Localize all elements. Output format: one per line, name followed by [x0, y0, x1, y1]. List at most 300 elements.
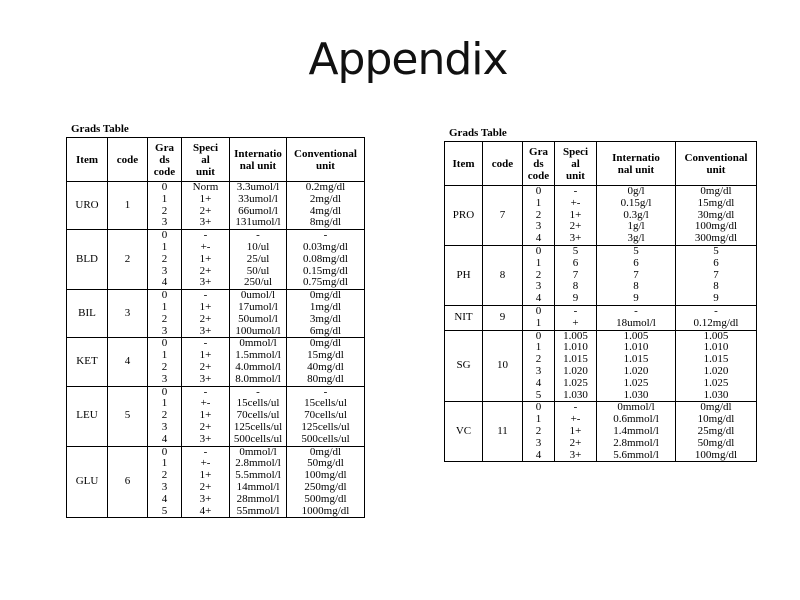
cell-value: Norm: [192, 181, 219, 193]
column-header-code: [483, 142, 523, 186]
cell-value: 2: [161, 360, 168, 373]
right-grads-table-container: [444, 127, 757, 462]
column-header-grads: [148, 138, 182, 182]
cell-special: [555, 186, 597, 246]
table-row: [67, 182, 365, 230]
group-pro: [445, 186, 757, 246]
cell-conv: [676, 186, 757, 246]
cell-value: 4: [161, 276, 168, 289]
cell-value: -: [203, 229, 208, 242]
cell-value: 1.005: [563, 329, 588, 342]
cell-value: 1+: [199, 349, 212, 362]
cell-value: 0: [535, 329, 542, 342]
cell-conv: [676, 245, 757, 305]
cell-value: 2mg/dl: [309, 192, 342, 205]
right-table-caption: Grads Table: [449, 127, 507, 139]
header-line: unit: [566, 169, 585, 182]
cell-code: 6: [108, 446, 148, 518]
cell-value: 2.8mmol/l: [613, 436, 659, 449]
cell-value: 40mg/dl: [307, 360, 344, 373]
cell-value: 2+: [199, 360, 212, 373]
cell-value: 3: [161, 264, 168, 277]
cell-grads: [523, 330, 555, 402]
group-bil: [67, 290, 365, 338]
cell-value: 8: [633, 280, 639, 293]
cell-value: 1mg/dl: [309, 300, 342, 313]
cell-special: [182, 386, 230, 446]
cell-grads: [148, 386, 182, 446]
cell-grads: [523, 186, 555, 246]
group-uro: [67, 182, 365, 230]
cell-value: 0.03mg/dl: [303, 240, 348, 253]
cell-value: 6: [713, 256, 719, 269]
header-line: Item: [76, 153, 98, 166]
header-line: al: [571, 157, 580, 170]
cell-value: -: [714, 304, 718, 317]
cell-value: 4.0mmol/l: [235, 360, 281, 373]
cell-value: 15cells/ul: [236, 397, 280, 410]
cell-value: 1+: [569, 424, 582, 437]
cell-value: 3.3umol/l: [236, 181, 280, 193]
cell-value: 1.010: [623, 341, 649, 354]
cell-value: 0: [535, 244, 542, 257]
cell-grads: [523, 402, 555, 462]
column-header-intl: [230, 138, 287, 182]
cell-value: 1.010: [563, 341, 588, 354]
column-header-conv: [676, 142, 757, 186]
cell-value: 1.030: [563, 388, 588, 401]
cell-value: 50/ul: [246, 264, 270, 277]
cell-value: 0mmol/l: [239, 445, 277, 458]
header-line: Speci: [562, 145, 589, 158]
cell-value: 0mg/dl: [700, 401, 732, 414]
cell-value: 3+: [569, 232, 582, 245]
cell-value: 55mmol/l: [236, 504, 280, 517]
header-line: Conventional: [684, 151, 748, 164]
cell-code: 10: [483, 330, 523, 402]
left-table-caption: Grads Table: [71, 123, 129, 135]
cell-value: 3+: [199, 324, 212, 337]
cell-grads: [148, 338, 182, 386]
cell-value: 0.75mg/dl: [303, 276, 348, 289]
cell-value: 8: [713, 280, 719, 293]
cell-value: 70cells/ul: [304, 409, 347, 422]
cell-intl: [230, 290, 287, 338]
cell-value: 0.12mg/dl: [693, 316, 739, 329]
cell-value: 0mg/dl: [309, 289, 342, 302]
cell-value: 3+: [199, 216, 212, 229]
cell-value: 4mg/dl: [309, 204, 342, 217]
cell-value: -: [634, 304, 638, 317]
cell-special: [182, 230, 230, 290]
column-header-special: [182, 138, 230, 182]
cell-value: -: [256, 385, 260, 398]
column-header-conv: [287, 138, 365, 182]
cell-code: 8: [483, 245, 523, 305]
cell-value: 5: [572, 244, 579, 257]
cell-value: 5: [535, 388, 542, 401]
cell-value: -: [256, 229, 260, 242]
cell-value: 1.005: [623, 329, 649, 342]
cell-value: 1+: [199, 252, 212, 265]
cell-value: 4: [161, 432, 168, 445]
cell-value: 1+: [199, 409, 212, 422]
cell-value: 3+: [199, 372, 212, 385]
cell-value: 1.015: [623, 353, 649, 366]
cell-value: 300mg/dl: [694, 232, 738, 245]
cell-value: 2: [535, 353, 542, 366]
cell-value: 28mmol/l: [236, 492, 280, 505]
cell-value: 3: [535, 280, 542, 293]
cell-intl: [597, 330, 676, 402]
cell-code: 5: [108, 386, 148, 446]
cell-value: 1: [535, 256, 542, 269]
cell-value: 70cells/ul: [236, 409, 280, 422]
page-title: Appendix: [308, 34, 508, 85]
cell-value: 2: [535, 424, 542, 437]
header-line: nal unit: [617, 163, 655, 176]
cell-value: 4: [535, 292, 542, 305]
cell-code: 2: [108, 230, 148, 290]
cell-value: 0g/l: [627, 185, 645, 197]
cell-value: 8mg/dl: [309, 216, 342, 229]
cell-value: -: [203, 289, 208, 302]
cell-value: 1: [161, 192, 168, 205]
cell-value: 1.005: [703, 329, 729, 342]
cell-value: 6: [633, 256, 639, 269]
cell-special: [555, 245, 597, 305]
cell-value: 33umol/l: [238, 192, 278, 205]
cell-value: -: [323, 385, 328, 398]
cell-value: +-: [570, 413, 581, 426]
cell-special: [555, 330, 597, 402]
cell-value: 3: [161, 216, 168, 229]
cell-value: 0: [161, 385, 168, 398]
table-row: [445, 330, 757, 402]
group-ket: [67, 338, 365, 386]
cell-value: 0.15mg/dl: [303, 264, 348, 277]
cell-value: 1: [535, 196, 542, 209]
cell-conv: [676, 402, 757, 462]
cell-value: 0: [535, 401, 542, 414]
cell-value: 5.5mmol/l: [235, 469, 281, 482]
cell-value: 2: [535, 268, 542, 281]
cell-conv: [287, 386, 365, 446]
cell-value: 80mg/dl: [307, 372, 344, 385]
table-row: [445, 186, 757, 246]
cell-code: 4: [108, 338, 148, 386]
column-header-item: [67, 138, 108, 182]
header-line: Internatio: [612, 151, 660, 164]
cell-value: 4+: [199, 504, 212, 517]
header-line: code: [116, 153, 139, 166]
cell-value: 2+: [199, 264, 212, 277]
cell-value: 1: [535, 341, 542, 354]
cell-value: 1+: [569, 208, 582, 221]
column-header-special: [555, 142, 597, 186]
cell-value: 5.6mmol/l: [613, 448, 659, 461]
header-line: Gra: [155, 141, 174, 154]
header-line: code: [153, 165, 176, 178]
group-bld: [67, 230, 365, 290]
cell-value: 5: [713, 244, 719, 257]
cell-value: 4: [535, 376, 542, 389]
header-line: unit: [196, 165, 215, 178]
cell-special: [182, 446, 230, 518]
cell-value: 6mg/dl: [309, 324, 342, 337]
left-grads-table-container: [66, 123, 365, 518]
cell-value: 6: [572, 256, 579, 269]
cell-value: 4: [161, 492, 168, 505]
column-header-intl: [597, 142, 676, 186]
cell-value: 14mmol/l: [236, 480, 280, 493]
cell-value: 8: [572, 280, 579, 293]
cell-grads: [523, 305, 555, 330]
right-grads-table: [444, 141, 757, 462]
cell-value: 3+: [199, 276, 212, 289]
cell-value: 3: [535, 220, 542, 233]
cell-intl: [230, 182, 287, 230]
cell-value: 10/ul: [246, 240, 270, 253]
cell-value: 3: [535, 364, 542, 377]
cell-item: URO: [67, 182, 108, 230]
cell-value: 1.015: [563, 353, 588, 366]
table-row: [67, 386, 365, 446]
cell-value: +-: [570, 196, 581, 209]
cell-item: BLD: [67, 230, 108, 290]
cell-item: PRO: [445, 186, 483, 246]
cell-value: +-: [200, 457, 211, 470]
cell-value: 10mg/dl: [697, 413, 735, 426]
cell-value: -: [203, 385, 208, 398]
cell-code: 1: [108, 182, 148, 230]
cell-value: 2.8mmol/l: [235, 457, 281, 470]
group-nit: [445, 305, 757, 330]
cell-value: 0: [161, 229, 168, 242]
cell-value: 8.0mmol/l: [235, 372, 281, 385]
cell-value: 0: [161, 337, 168, 350]
cell-value: -: [573, 185, 578, 197]
cell-value: 1.030: [623, 388, 649, 401]
cell-value: 2: [161, 312, 168, 325]
cell-item: NIT: [445, 305, 483, 330]
left-grads-table: [66, 137, 365, 518]
cell-value: 7: [713, 268, 719, 281]
cell-conv: [287, 446, 365, 518]
header-line: Speci: [192, 141, 219, 154]
cell-value: 125cells/ul: [233, 420, 283, 433]
header-row: [445, 142, 757, 186]
cell-value: 2: [535, 208, 542, 221]
cell-value: 500cells/ul: [301, 432, 350, 445]
header-line: code: [491, 157, 514, 170]
cell-value: 2: [161, 204, 168, 217]
cell-item: BIL: [67, 290, 108, 338]
table-row: [67, 446, 365, 518]
cell-value: 1: [161, 300, 168, 313]
column-header-code: [108, 138, 148, 182]
cell-value: 125cells/ul: [301, 420, 350, 433]
cell-value: 0.6mmol/l: [613, 413, 659, 426]
cell-value: 100umol/l: [235, 324, 281, 337]
group-vc: [445, 402, 757, 462]
cell-value: 3: [161, 324, 168, 337]
cell-value: 0umol/l: [240, 289, 276, 302]
cell-grads: [148, 182, 182, 230]
cell-value: +: [572, 316, 579, 329]
cell-conv: [676, 330, 757, 402]
cell-value: 1000mg/dl: [301, 504, 350, 517]
cell-item: GLU: [67, 446, 108, 518]
cell-value: 1: [161, 397, 168, 410]
cell-value: 3: [161, 420, 168, 433]
cell-value: 1: [161, 457, 168, 470]
cell-value: 3+: [569, 448, 582, 461]
header-line: ds: [159, 153, 170, 166]
cell-value: 0mg/dl: [700, 185, 732, 197]
cell-value: 0.2mg/dl: [305, 181, 346, 193]
cell-value: 3: [535, 436, 542, 449]
cell-value: 25/ul: [246, 252, 270, 265]
cell-value: 0: [161, 289, 168, 302]
cell-value: 1.020: [563, 364, 588, 377]
cell-value: 25mg/dl: [697, 424, 735, 437]
header-line: Gra: [529, 145, 548, 158]
cell-value: 7: [633, 268, 639, 281]
cell-intl: [230, 446, 287, 518]
cell-value: 1.025: [623, 376, 649, 389]
cell-intl: [597, 245, 676, 305]
cell-code: 7: [483, 186, 523, 246]
cell-conv: [287, 338, 365, 386]
cell-conv: [287, 230, 365, 290]
column-header-grads: [523, 142, 555, 186]
cell-conv: [287, 290, 365, 338]
cell-value: 4: [535, 448, 542, 461]
cell-value: -: [323, 229, 328, 242]
cell-item: LEU: [67, 386, 108, 446]
cell-value: 0mg/dl: [309, 337, 342, 350]
cell-value: 1.025: [563, 376, 588, 389]
cell-value: 15mg/dl: [697, 196, 735, 209]
cell-value: 1+: [199, 192, 212, 205]
cell-grads: [148, 290, 182, 338]
cell-item: PH: [445, 245, 483, 305]
cell-value: 3g/l: [627, 232, 645, 245]
cell-value: 0: [535, 304, 542, 317]
cell-value: 3mg/dl: [309, 312, 342, 325]
cell-special: [555, 402, 597, 462]
column-header-item: [445, 142, 483, 186]
cell-conv: [676, 305, 757, 330]
cell-value: 1.025: [703, 376, 729, 389]
cell-code: 9: [483, 305, 523, 330]
cell-intl: [597, 402, 676, 462]
cell-value: +-: [200, 397, 211, 410]
cell-value: 500cells/ul: [233, 432, 283, 445]
table-row: [67, 290, 365, 338]
cell-value: 66umol/l: [238, 204, 278, 217]
cell-value: 500mg/dl: [304, 492, 347, 505]
cell-value: 50mg/dl: [307, 457, 344, 470]
cell-value: -: [573, 401, 578, 414]
header-row: [67, 138, 365, 182]
cell-value: 2: [161, 469, 168, 482]
cell-value: 1: [535, 316, 542, 329]
cell-item: VC: [445, 402, 483, 462]
cell-value: 2: [161, 409, 168, 422]
cell-value: 250mg/dl: [304, 480, 347, 493]
cell-grads: [523, 245, 555, 305]
cell-value: 1+: [199, 300, 212, 313]
cell-special: [182, 290, 230, 338]
cell-intl: [230, 386, 287, 446]
cell-value: 2+: [199, 480, 212, 493]
cell-value: 15mg/dl: [307, 349, 344, 362]
group-sg: [445, 330, 757, 402]
header-line: ds: [533, 157, 544, 170]
header-line: unit: [706, 163, 726, 176]
cell-value: 2: [161, 252, 168, 265]
cell-intl: [230, 230, 287, 290]
cell-value: 2+: [199, 204, 212, 217]
cell-value: 3: [161, 480, 168, 493]
cell-value: 1.010: [703, 341, 729, 354]
cell-value: 9: [713, 292, 719, 305]
cell-value: 30mg/dl: [697, 208, 735, 221]
cell-value: 1.4mmol/l: [613, 424, 659, 437]
cell-intl: [597, 305, 676, 330]
cell-conv: [287, 182, 365, 230]
cell-value: 7: [572, 268, 579, 281]
cell-grads: [148, 446, 182, 518]
cell-value: 3: [161, 372, 168, 385]
cell-value: 0: [161, 445, 168, 458]
cell-intl: [597, 186, 676, 246]
table-row: [445, 245, 757, 305]
header-line: unit: [316, 159, 335, 172]
cell-value: 2+: [569, 436, 582, 449]
cell-value: 100mg/dl: [694, 448, 738, 461]
cell-value: 0.3g/l: [623, 208, 649, 221]
cell-value: 0mmol/l: [617, 401, 655, 414]
cell-value: 50mg/dl: [697, 436, 735, 449]
cell-value: 0: [535, 185, 542, 197]
cell-value: 100mg/dl: [694, 220, 738, 233]
cell-value: 1.020: [623, 364, 649, 377]
cell-value: 1+: [199, 469, 212, 482]
cell-value: 3+: [199, 492, 212, 505]
table-row: [67, 230, 365, 290]
cell-value: 50umol/l: [238, 312, 278, 325]
cell-value: 5: [161, 504, 168, 517]
table-row: [445, 305, 757, 330]
cell-value: 0: [161, 181, 168, 193]
group-leu: [67, 386, 365, 446]
cell-value: 1: [161, 349, 168, 362]
cell-value: -: [573, 304, 578, 317]
cell-value: 3+: [199, 432, 212, 445]
cell-value: 18umol/l: [616, 316, 656, 329]
cell-value: 2+: [199, 312, 212, 325]
cell-special: [182, 338, 230, 386]
cell-code: 3: [108, 290, 148, 338]
header-line: Conventional: [294, 147, 357, 160]
cell-value: 1.020: [703, 364, 729, 377]
cell-value: 1: [161, 240, 168, 253]
cell-value: 5: [633, 244, 639, 257]
cell-value: 250/ul: [243, 276, 273, 289]
